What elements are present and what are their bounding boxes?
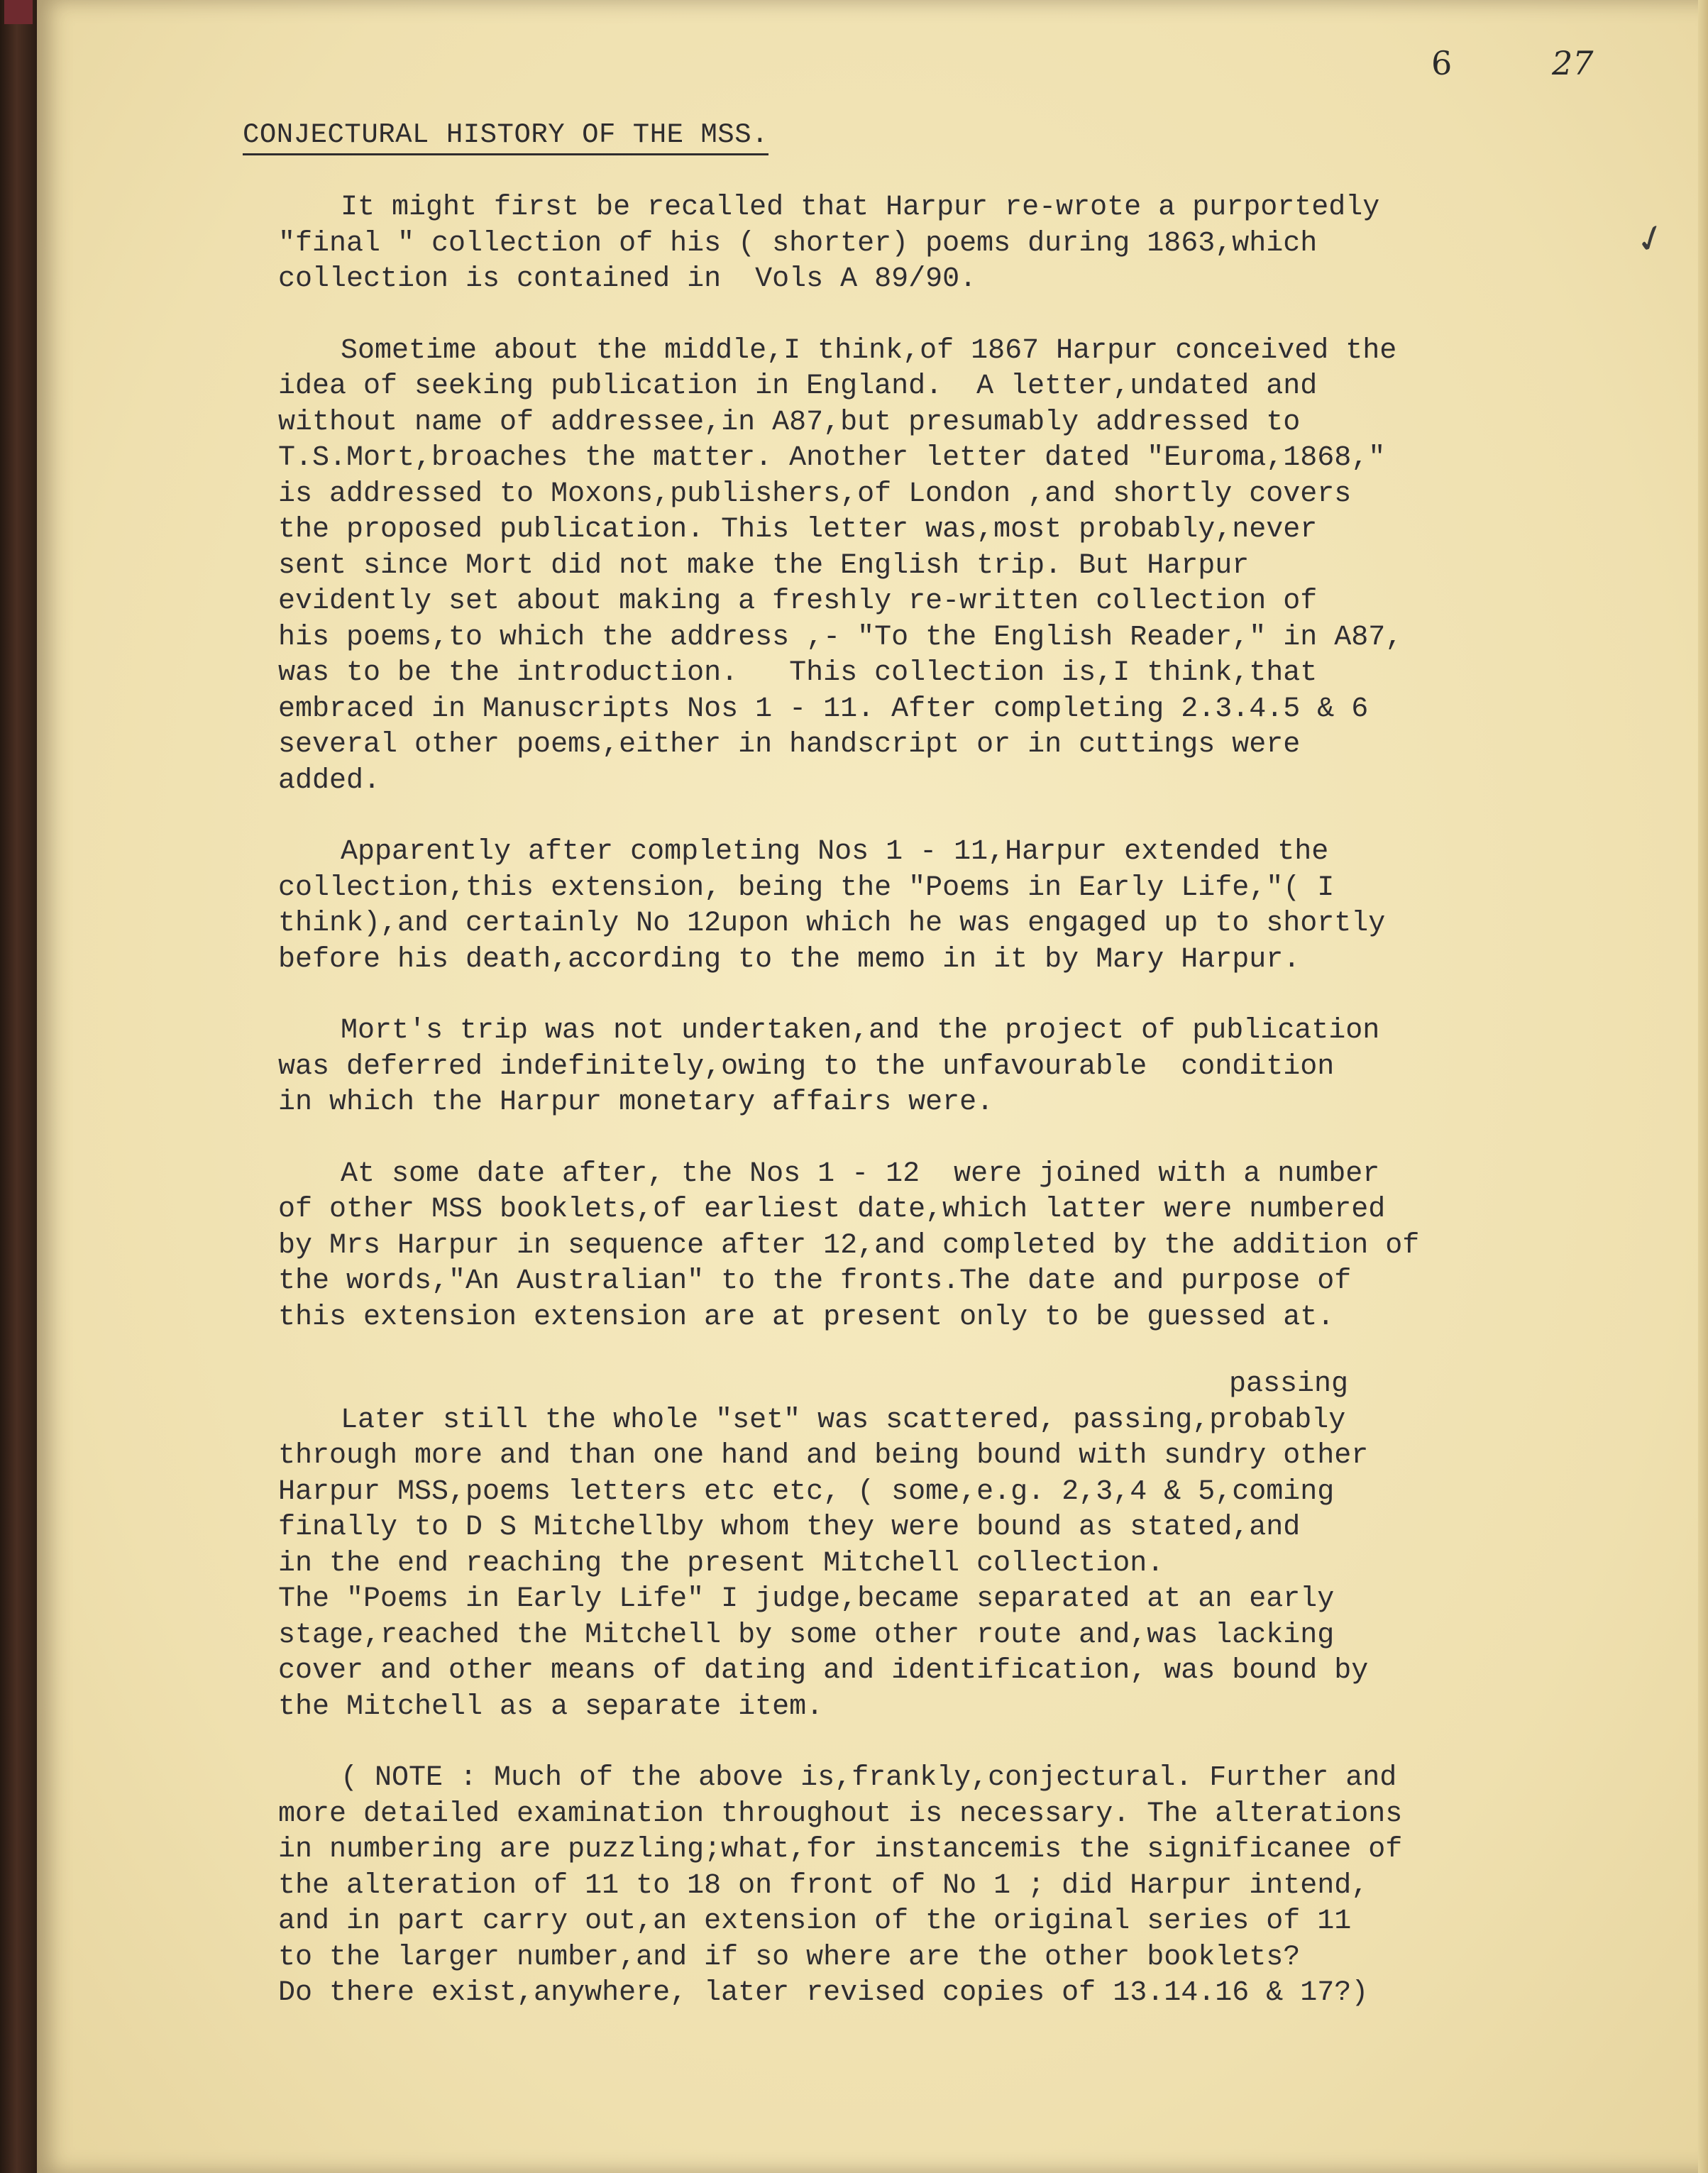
text-line: his poems,to which the address ,- "To the English Reader," in A87, [278, 621, 1403, 654]
text-line: the proposed publication. This letter was,most probably,never [278, 514, 1318, 546]
text-line: several other poems,either in handscript or in cuttings were [278, 729, 1301, 761]
text-line: the Mitchell as a separate item. [278, 1690, 824, 1723]
text-line: by Mrs Harpur in sequence after 12,and completed by the addition of [278, 1229, 1420, 1262]
handwritten-page-number: 27 [1552, 44, 1594, 82]
page-title: CONJECTURAL HISTORY OF THE MSS. [243, 119, 768, 155]
binding-tab [4, 0, 33, 24]
document-page [37, 0, 1708, 2173]
text-line: At some date after, the Nos 1 - 12 were joined with a number [341, 1157, 1380, 1190]
paragraph [278, 1013, 1683, 1121]
text-line: cover and other means of dating and identification, was bound by [278, 1655, 1369, 1687]
document-body [278, 190, 1683, 2047]
text-line: added. [278, 764, 381, 797]
text-line: stage,reached the Mitchell by some other route and,was lacking [278, 1619, 1335, 1651]
text-line: was deferred indefinitely,owing to the unfavourable condition [278, 1050, 1335, 1083]
paragraph [278, 835, 1683, 978]
text-line: T.S.Mort,broaches the matter. Another letter dated "Euroma,1868," [278, 442, 1386, 474]
text-line: the words,"An Australian" to the fronts.The date and purpose of [278, 1265, 1352, 1297]
text-line: embraced in Manuscripts Nos 1 - 11. After completing 2.3.4.5 & 6 [278, 693, 1369, 725]
text-line: idea of seeking publication in England. A letter,undated and [278, 370, 1318, 402]
text-line: Apparently after completing Nos 1 - 11,Harpur extended the [341, 836, 1329, 868]
text-line: sent since Mort did not make the English trip. But Harpur [278, 549, 1250, 582]
text-line: It might first be recalled that Harpur re-wrote a purportedly [341, 192, 1380, 224]
text-line: think),and certainly No 12upon which he was engaged up to shortly [278, 908, 1386, 940]
text-line: and in part carry out,an extension of the original series of 11 [278, 1905, 1352, 1937]
page-edge [1698, 0, 1708, 2173]
paragraph [278, 190, 1683, 298]
text-line: the alteration of 11 to 18 on front of No 1 ; did Harpur intend, [278, 1869, 1369, 1902]
text-line: finally to D S Mitchellby whom they were bound as stated,and [278, 1512, 1301, 1544]
text-line: of other MSS booklets,of earliest date,which latter were numbered [278, 1194, 1386, 1226]
text-line: collection is contained in Vols A 89/90. [278, 263, 977, 295]
text-line: through more and than one hand and being bound with sundry other [278, 1440, 1369, 1472]
interlinear-insertion: passing [1229, 1368, 1349, 1400]
text-line: without name of addressee,in A87,but presumably addressed to [278, 406, 1301, 439]
text-line: Harpur MSS,poems letters etc etc, ( some,e.g. 2,3,4 & 5,coming [278, 1475, 1335, 1508]
text-line: more detailed examination throughout is necessary. The alterations [278, 1798, 1403, 1830]
text-line: in numbering are puzzling;what,for instancemis the significanee of [278, 1834, 1403, 1866]
paragraph [278, 334, 1683, 800]
text-line: evidently set about making a freshly re-written collection of [278, 585, 1318, 617]
paragraph [278, 1367, 1683, 1725]
text-line: in which the Harpur monetary affairs were. [278, 1086, 994, 1118]
book-binding [0, 0, 37, 2173]
text-line: Sometime about the middle,I think,of 1867 Harpur conceived the [341, 334, 1397, 367]
text-line: before his death,according to the memo in it by Mary Harpur. [278, 943, 1301, 976]
paragraph [278, 1157, 1683, 1336]
text-line: ( NOTE : Much of the above is,frankly,conjectural. Further and [341, 1762, 1397, 1794]
check-mark-icon: ✓ [1631, 214, 1671, 268]
text-line: to the larger number,and if so where are the other booklets? [278, 1941, 1301, 1974]
paragraph [278, 1761, 1683, 2012]
text-line: The "Poems in Early Life" I judge,became separated at an early [278, 1583, 1335, 1615]
text-line: this extension extension are at present only to be guessed at. [278, 1301, 1335, 1333]
text-line: was to be the introduction. This collection is,I think,that [278, 657, 1318, 689]
text-line: is addressed to Moxons,publishers,of London ,and shortly covers [278, 478, 1352, 510]
text-line: Later still the whole "set" was scattered, passing,probably [341, 1404, 1346, 1436]
text-line: Do there exist,anywhere, later revised copies of 13.14.16 & 17?) [278, 1977, 1369, 2009]
text-line: Mort's trip was not undertaken,and the project of publication [341, 1015, 1380, 1047]
text-line: "final " collection of his ( shorter) poems during 1863,which [278, 227, 1318, 260]
typed-page-number: 6 [1431, 44, 1453, 82]
text-line: in the end reaching the present Mitchell collection. [278, 1547, 1164, 1580]
text-line: collection,this extension, being the "Poems in Early Life,"( I [278, 871, 1335, 904]
